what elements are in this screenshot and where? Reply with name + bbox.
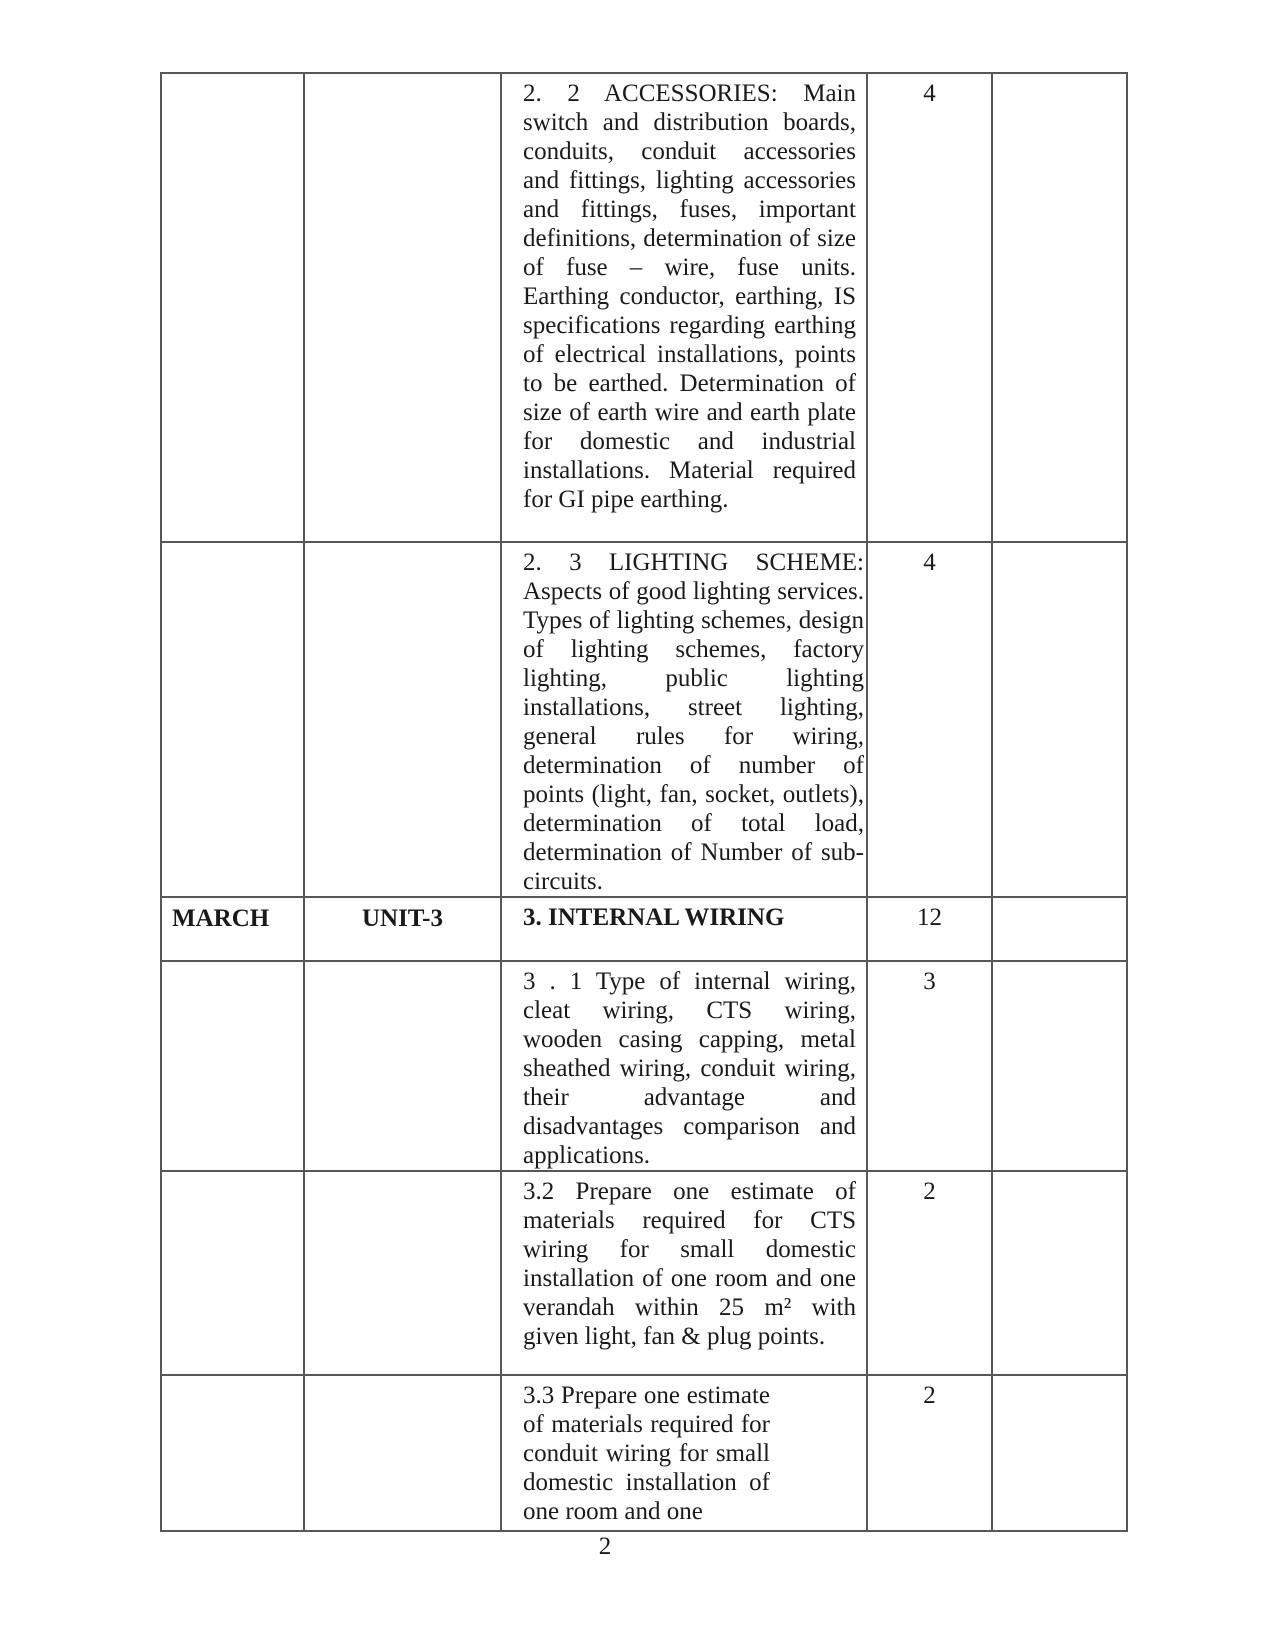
month-cell	[161, 961, 304, 1171]
unit-cell	[304, 542, 501, 897]
syllabus-table	[160, 72, 1128, 1532]
table-row	[161, 1171, 1127, 1375]
hours-cell: 2	[867, 1375, 992, 1531]
remarks-cell	[992, 1375, 1127, 1531]
page-number: 2	[598, 1533, 612, 1560]
remarks-cell	[992, 73, 1127, 542]
content-cell: 2. 2 ACCESSORIES: Main switch and distribution boards, conduits, conduit accessories and fittings, lighting accessories and fittings, fuses, important definitions, determination of size of fuse – wire, fuse units. Earthing conductor, earthing, IS specifications regarding earthing of electrical installations, points to be earthed. Determination of size of earth wire and earth plate for domestic and industrial installations. Material required for GI pipe earthing.	[501, 73, 867, 542]
unit-cell: UNIT-3	[304, 897, 501, 961]
month-cell: MARCH	[161, 897, 304, 961]
content-cell: 3.3 Prepare one estimate of materials required for conduit wiring for small domestic installation of one room and one	[501, 1375, 867, 1531]
remarks-cell	[992, 542, 1127, 897]
month-cell	[161, 1171, 304, 1375]
unit-cell	[304, 961, 501, 1171]
remarks-cell	[992, 1171, 1127, 1375]
table-row	[161, 73, 1127, 542]
unit-cell	[304, 1171, 501, 1375]
hours-cell: 12	[867, 897, 992, 961]
hours-cell: 4	[867, 542, 992, 897]
unit-cell	[304, 73, 501, 542]
unit-cell	[304, 1375, 501, 1531]
content-cell: 2. 3 LIGHTING SCHEME: Aspects of good lighting services. Types of lighting schemes, design of lighting schemes, factory lighting, public lighting installations, street lighting, general rules for wiring, determination of number of points (light, fan, socket, outlets), determination of total load, determination of Number of sub-circuits.	[501, 542, 867, 897]
month-cell	[161, 1375, 304, 1531]
hours-cell: 4	[867, 73, 992, 542]
table-row	[161, 897, 1127, 961]
remarks-cell	[992, 961, 1127, 1171]
content-cell: 3.2 Prepare one estimate of materials required for CTS wiring for small domestic installation of one room and one verandah within 25 m² with given light, fan & plug points.	[501, 1171, 867, 1375]
month-cell	[161, 73, 304, 542]
table-row	[161, 542, 1127, 897]
content-cell: 3 . 1 Type of internal wiring, cleat wiring, CTS wiring, wooden casing capping, metal sheathed wiring, conduit wiring, their advantage and disadvantages comparison and applications.	[501, 961, 867, 1171]
unit-title-cell: 3. INTERNAL WIRING	[501, 897, 867, 961]
table-row	[161, 961, 1127, 1171]
hours-cell: 2	[867, 1171, 992, 1375]
remarks-cell	[992, 897, 1127, 961]
month-cell	[161, 542, 304, 897]
hours-cell: 3	[867, 961, 992, 1171]
table-row	[161, 1375, 1127, 1531]
